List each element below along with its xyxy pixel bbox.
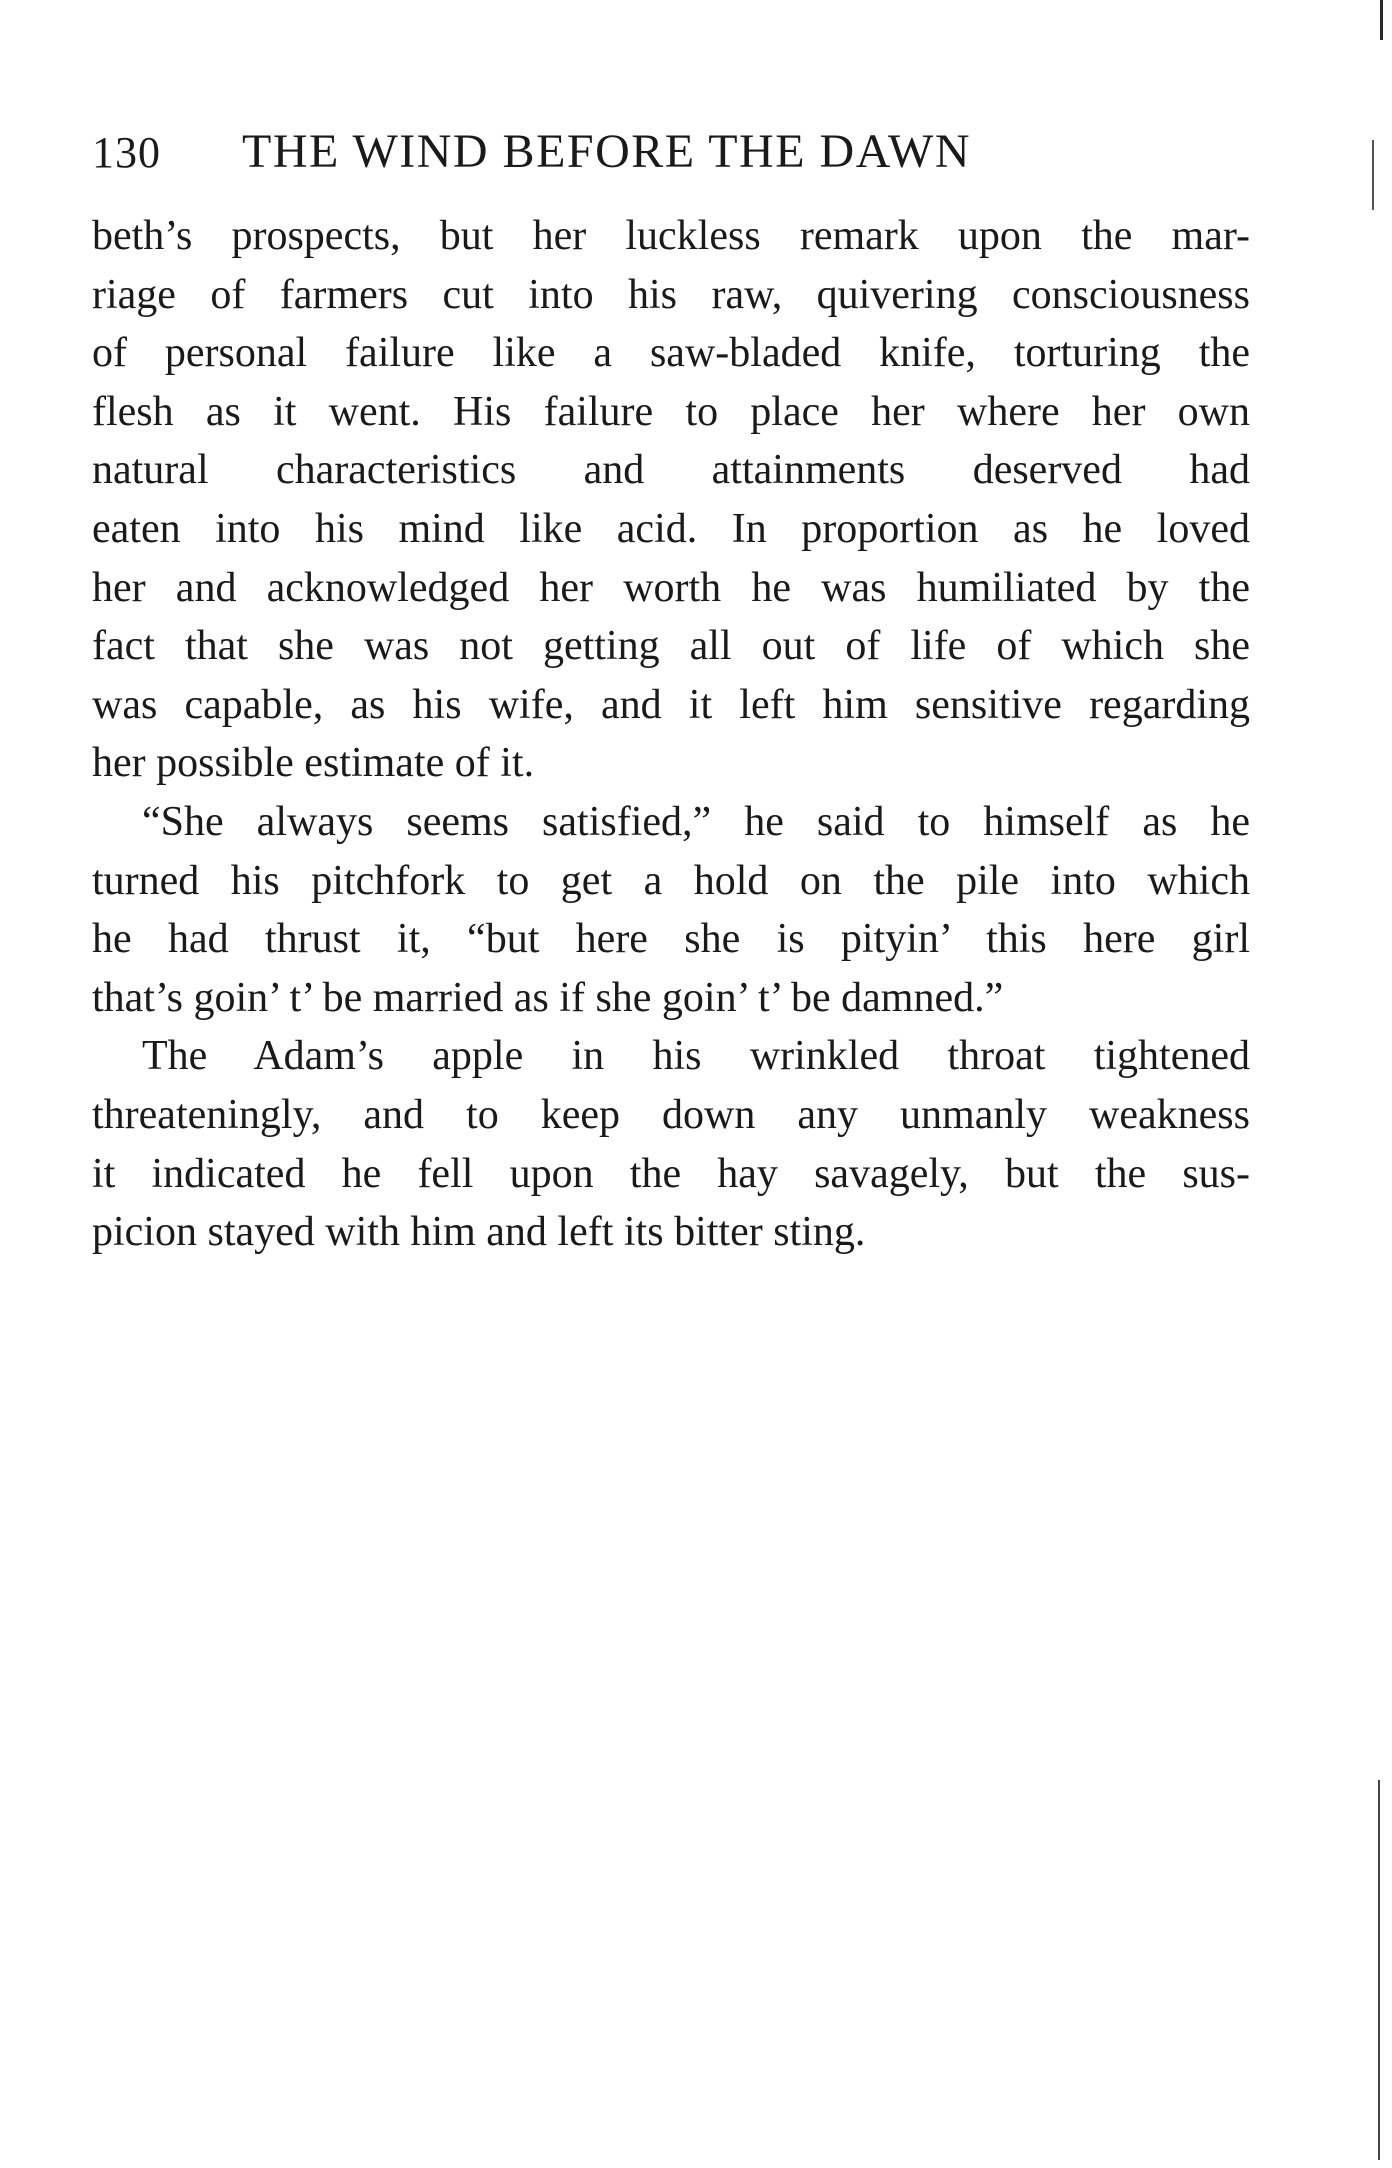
text-line: it indicated he fell upon the hay savagely, but the sus- [92,1150,1250,1197]
text-line: her and acknowledged her worth he was humiliated by the [92,564,1250,611]
text-line: threateningly, and to keep down any unmanly weakness [92,1091,1250,1138]
text-line: natural characteristics and attainments deserved had [92,447,1250,494]
text-line: he had thrust it, “but here she is pityin’ this here girl [92,916,1250,963]
text-line: beth’s prospects, but her luckless remark upon the mar- [92,213,1250,259]
page-header-title: THE WIND BEFORE THE DAWN [242,125,971,178]
text-line: eaten into his mind like acid. In proportion as he loved [92,505,1250,552]
text-line: of personal failure like a saw-bladed knife, torturing the [92,330,1250,377]
scan-edge-mark [1378,1780,1380,2160]
text-line: riage of farmers cut into his raw, quivering consciousness [92,271,1250,318]
body-text [92,207,1250,1262]
text-line: flesh as it went. His failure to place her where her own [92,388,1250,435]
text-line: her possible estimate of it. [92,740,535,787]
scan-edge-mark [1372,140,1374,210]
text-line: that’s goin’ t’ be married as if she goin’ t’ be damned.” [92,974,1004,1021]
text-line: picion stayed with him and left its bitter sting. [92,1209,866,1256]
running-head [92,122,1252,182]
text-line: “She always seems satisfied,” he said to himself as he [142,798,1250,845]
text-line: was capable, as his wife, and it left him sensitive regarding [92,681,1250,728]
page-number: 130 [92,128,161,177]
scan-edge-mark [1380,0,1383,40]
text-line: The Adam’s apple in his wrinkled throat tightened [142,1033,1250,1080]
text-line: turned his pitchfork to get a hold on the pile into which [92,857,1250,904]
text-line: fact that she was not getting all out of life of which she [92,623,1250,670]
